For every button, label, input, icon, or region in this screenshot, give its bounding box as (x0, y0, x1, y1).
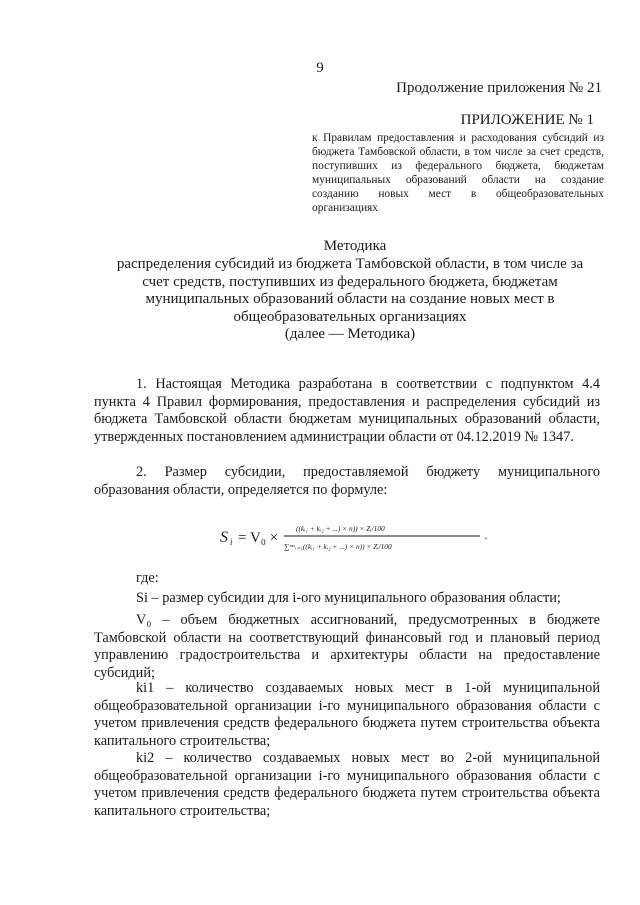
definition-si: Si – размер субсидии для i-ого муниципального образования области; (136, 590, 561, 606)
title-line: (далее — Методика) (284, 326, 416, 342)
title-line: общеобразовательных организациях (233, 308, 467, 325)
formula-numerator: ((kᵢ₁ + kᵢ₂ + ...) × n)) × Zᵢ/100 (296, 524, 385, 533)
page-number: 9 (316, 60, 324, 76)
methodology-title (100, 256, 600, 344)
formula-lhs-s: S (220, 529, 228, 546)
formula-subscript-i: i (230, 537, 233, 547)
formula-denominator: ∑ᵐᵃᵢ₌₁((kᵢ₁ + kᵢ₂ + ...) × n)) × Zᵢ/100 (284, 542, 392, 551)
formula-equals-v0: = V₀ × (238, 530, 279, 546)
continuation-label: Продолжение приложения № 21 (396, 80, 602, 96)
title-line: счет средств, поступивших из федерального бюджета, бюджетам (142, 273, 558, 290)
title-line: распределения субсидий из бюджета Тамбовской области, в том числе за (116, 256, 584, 272)
formula-terminal-dot: · (484, 531, 488, 545)
definition-ki1: ki1 – количество создаваемых новых мест в 1-ой муниципальной общеобразовательной организации i-го муниципального образования области с учетом привлечения средств федерального бюджета путем строительства объекта капитального строительства; (94, 680, 600, 749)
methodology-heading: Методика (323, 238, 387, 254)
paragraph-2: 2. Размер субсидии, предоставляемой бюджету муниципального образования области, определяется по формуле: (94, 464, 600, 498)
subsidy-formula (218, 516, 508, 560)
definition-v0: V₀ – объем бюджетных ассигнований, предусмотренных в бюджете Тамбовской области на соответствующий финансовый год и плановый период управлению градостроительства и архитектуры области на предоставление субсидий; (94, 612, 600, 681)
title-line: муниципальных образований области на создание новых мест в (145, 291, 555, 307)
appendix-subtitle: к Правилам предоставления и расходования субсидий из бюджета Тамбовской области, в том числе за счет средств, поступивших из федерального бюджета, бюджетам муниципальных образований области на создание созданию новых мест в общеобразовательных организациях (312, 132, 604, 214)
appendix-title: ПРИЛОЖЕНИЕ № 1 (460, 112, 594, 128)
definition-ki2: ki2 – количество создаваемых новых мест во 2-ой муниципальной общеобразовательной организации i-го муниципального образования области с учетом привлечения средств федерального бюджета путем строительства объекта капитального строительства; (94, 750, 600, 819)
paragraph-1: 1. Настоящая Методика разработана в соответствии с подпунктом 4.4 пункта 4 Правил формирования, предоставления и распределения субсидий из бюджета Тамбовской области бюджетам муниципальных образований области, утвержденных постановлением администрации области от 04.12.2019 № 1347. (94, 376, 600, 445)
where-label: где: (136, 570, 159, 586)
